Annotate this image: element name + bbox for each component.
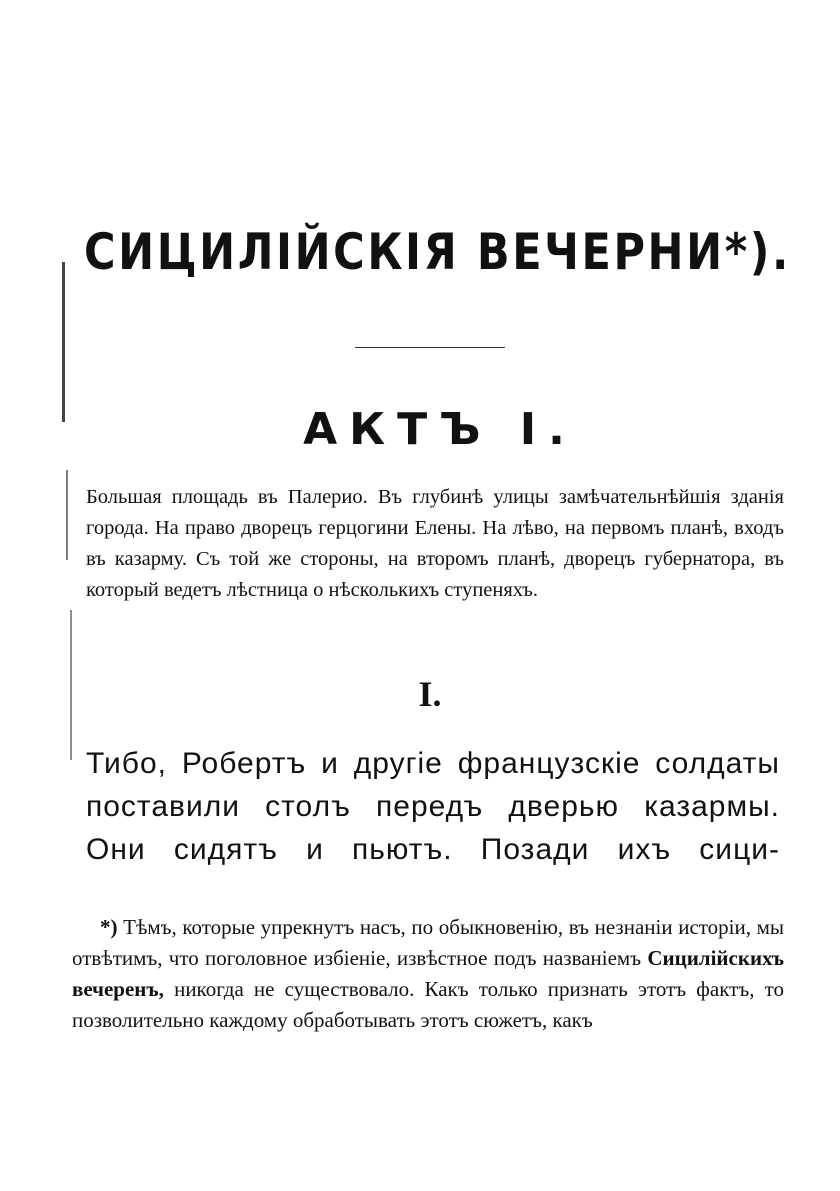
footnote: [72, 912, 784, 1036]
scene-text: Тибо, Робертъ и другіе французскіе солдаты поставили столъ передъ дверью казармы. Они сидятъ и пьютъ. Позади ихъ сици-: [86, 747, 780, 866]
footnote-text-after: никогда не существовало. Какъ только признать этотъ фактъ, то позволительно каждому обработывать этотъ сюжетъ, какъ: [72, 977, 784, 1032]
footnote-marker: *): [100, 915, 118, 939]
title-divider: [355, 347, 505, 348]
scan-edge-mark: [70, 610, 72, 760]
footnote-emphasis: Сицилійскихъ вечеренъ,: [72, 946, 784, 1001]
page-title: СИЦИЛІЙСКІЯ ВЕЧЕРНИ*).: [84, 223, 791, 281]
scan-edge-mark: [62, 262, 65, 422]
act-heading: АКТЪ I.: [303, 404, 577, 455]
scene-number: I.: [418, 674, 442, 714]
stage-direction: Большая площадь въ Палерио. Въ глубинѣ улицы замѣчательнѣйшія зданія города. На право дворецъ герцогини Елены. На лѣво, на первомъ планѣ, входъ въ казарму. Съ той же стороны, на второмъ планѣ, дворецъ губернатора, въ который ведетъ лѣстница о нѣсколькихъ ступеняхъ.: [86, 486, 784, 601]
footnote-text-before: Тѣмъ, которые упрекнутъ насъ, по обыкновенію, въ незнаніи исторіи, мы отвѣтимъ, что поголовное избіеніе, извѣстное подъ названіемъ: [72, 915, 785, 970]
scan-edge-mark: [66, 470, 68, 560]
